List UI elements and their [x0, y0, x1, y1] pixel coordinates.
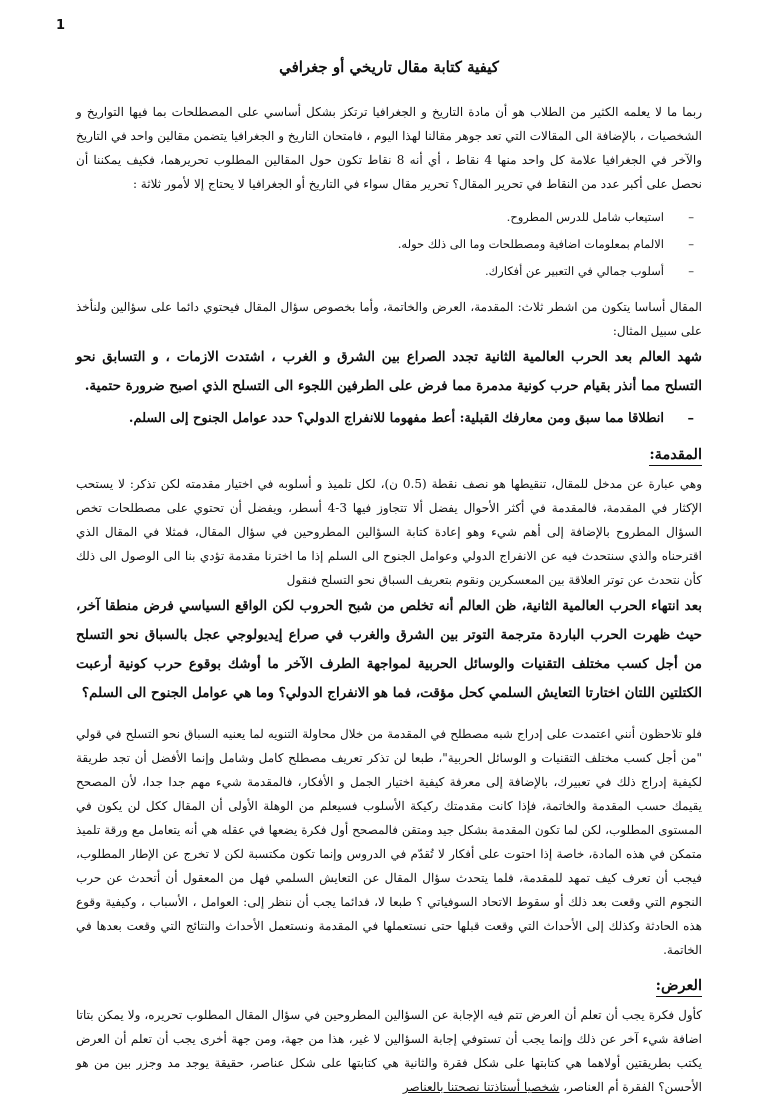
example-question-text: انطلاقا مما سبق ومن معارفك القبلية: أعط مفهوما للانفراج الدولي؟ حدد عوامل الجنوح إلى السلم. [128, 411, 664, 426]
list-item-text: الالمام بمعلومات اضافية ومصطلحات وما الى ذلك حوله. [397, 237, 664, 251]
list-item [76, 204, 694, 231]
page-number: 1 [56, 18, 66, 33]
introduction-explanation: فلو تلاحظون أنني اعتمدت على إدراج شبه مصطلح في المقدمة من خلال محاولة التنويه لما يعنيه السباق نحو التسلح في قولي "من أجل كسب مختلف التقنيات و الوسائل الحربية"، طبعا لن تذكر تعريف مصطلح كامل وشامل وإنما الأفضل أن تجد طريقة لكيفية إدراج ذلك في تعبيرك، بالإضافة إلى معرفة كيفية اختيار الجمل و الأفكار، فالمقدمة شيء مهم جدا جدا، لأن المصحح يقيمك حسب المقدمة والخاتمة، فإذا كانت مقدمتك ركيكة الأسلوب فسيعلم من الوهلة الأولى أن المقال ككل لن يكون في المستوى المطلوب، لكن لما تكون المقدمة بشكل جيد ومتقن فالمصحح أول فكرة يضعها في عقله هي أنه يتعامل مع ورقة تلميذ متمكن في هذه المادة، خاصة إذا احتوت على أفكار لا تُقدّم في الدروس وإنما تكون مكتسبة لكن لا تخرج عن الإطار المطلوب، فيجب أن تعرف كيف تمهد للمقدمة، فلما يتحدث سؤال المقال عن التعايش السلمي فهل من المعقول أن أتحدث عن حرب النجوم التي وقعت بعد ذلك أو سقوط الاتحاد السوفياتي ؟ طبعا لا، فدائما يجب أن ننظر إلى: العوامل ، الأسباب ، وكيفية وقوع هذه الحادثة وكذلك إلى الأحداث التي وقعت قبلها حتى نستعملها في المقدمة ونستعمل الأحداث والنتائج التي وقعت بعدها في الخاتمة. [76, 727, 702, 957]
introduction-paragraph: وهي عبارة عن مدخل للمقال، تنقيطها هو نصف نقطة (0.5 ن)، لكل تلميذ و أسلوبه في اختيار مقدمته لكن تذكر: لا يستحب الإكثار في المقدمة، فالمقدمة في أكثر الأحوال يفضل ألا تتجاوز فيها 3-4 أسطر، ويفضل أن تحتوي على مصطلحات تخص السؤال المطروح بالإضافة إلى أهم شيء وهو إعادة كتابة السؤالين المطروحين في سؤال المقال، فمثلا في المقال الذي اقترحناه والذي سنتحدث فيه عن الانفراج الدولي وعوامل الجنوح الى السلم إذا ما اخترنا مقدمة تؤدي بنا الى الوصول الى ذلك كأن نتحدث عن توتر العلاقة بين المعسكرين ونقوم بتعريف السباق نحو التسلح فنقول [76, 477, 702, 587]
introduction-sample: بعد انتهاء الحرب العالمية الثانية، ظن العالم أنه تخلص من شبح الحروب لكن الواقع السياسي فرض منطقا آخر، حيث ظهرت الحرب الباردة مترجمة التوتر بين الشرق والغرب في صراع إيديولوجي عجل بالسباق نحو التسلح من أجل كسب مختلف التقنيات والوسائل الحربية لمواجهة الطرف الآخر ما أوشك بوقوع حرب كونية أرعبت الكتلتين اللتان اختارتا التعايش السلمي كحل مؤقت، فما هو الانفراج الدولي؟ وما هي عوامل الجنوح الى السلم؟ [76, 598, 702, 701]
document-title: كيفية كتابة مقال تاريخي أو جغرافي [279, 58, 499, 76]
list-item [76, 258, 694, 285]
list-item-text: أسلوب جمالي في التعبير عن أفكارك. [485, 264, 664, 278]
structure-paragraph: المقال أساسا يتكون من اشطر ثلاث: المقدمة، العرض والخاتمة، وأما بخصوص سؤال المقال فيحتوي دائما على سؤالين ولنأخذ على سبيل المثال: [76, 300, 702, 338]
document-body [76, 58, 702, 1094]
section-heading-introduction: المقدمة: [649, 445, 702, 466]
dash-bullet-icon: – [688, 210, 694, 224]
section-heading-body: العرض: [656, 976, 702, 997]
dash-bullet-icon: – [688, 237, 694, 251]
body-paragraph-text: كأول فكرة يجب أن تعلم أن العرض تتم فيه الإجابة عن السؤالين المطروحين في سؤال المقال المطلوب تحريره، ولا يمكن بتاتا اضافة شيء آخر عن ذلك وإنما يجب أن تستوفي إجابة السؤالين لا غير، هذا من جهة، ومن جهة أخرى يجب أن تعلم أن العرض يكتب بطريقتين أولاهما هي كتابتها على شكل فقرة والثانية هي كتابتها على شكل عناصر، حقيقة يوجد مد وجزر بين من هو الأحسن؟ الفقرة أم العناصر، [76, 1008, 702, 1094]
underlined-text: شخصيا أستاذتنا نصحتنا بالعناصر [402, 1080, 560, 1094]
example-text: شهد العالم بعد الحرب العالمية الثانية تجدد الصراع بين الشرق و الغرب ، اشتدت الازمات ، و التسابق نحو التسلح مما أنذر بقيام حرب كونية مدمرة مما فرض على الطرفين اللجوء الى التسلح الذي اصبح ضرورة حتمية. [76, 349, 702, 394]
list-item [76, 231, 694, 258]
dash-bullet-icon: – [687, 411, 694, 426]
requirements-list [76, 204, 702, 285]
example-question [76, 405, 702, 433]
intro-paragraph: ربما ما لا يعلمه الكثير من الطلاب هو أن مادة التاريخ و الجغرافيا ترتكز بشكل أساسي على المصطلحات بما فيها التواريخ و الشخصيات ، بالإضافة الى المقالات التي تعد جوهر مقالنا لهذا اليوم ، فامتحان التاريخ و الجغرافيا يتضمن مقالين واحد في التاريخ والآخر في الجغرافيا علامة كل واحد منها 4 نقاط ، أي أنه 8 نقاط تكون حول المقالين المطلوب تحريرهما، فكيف يمكننا أن نحصل على أكبر عدد من النقاط في تحرير المقال؟ تحرير مقال سواء في التاريخ أو الجغرافيا لا يحتاج إلا لأمور ثلاثة : [76, 105, 702, 191]
list-item-text: استيعاب شامل للدرس المطروح. [506, 210, 664, 224]
dash-bullet-icon: – [688, 264, 694, 278]
body-paragraph [76, 1003, 702, 1099]
